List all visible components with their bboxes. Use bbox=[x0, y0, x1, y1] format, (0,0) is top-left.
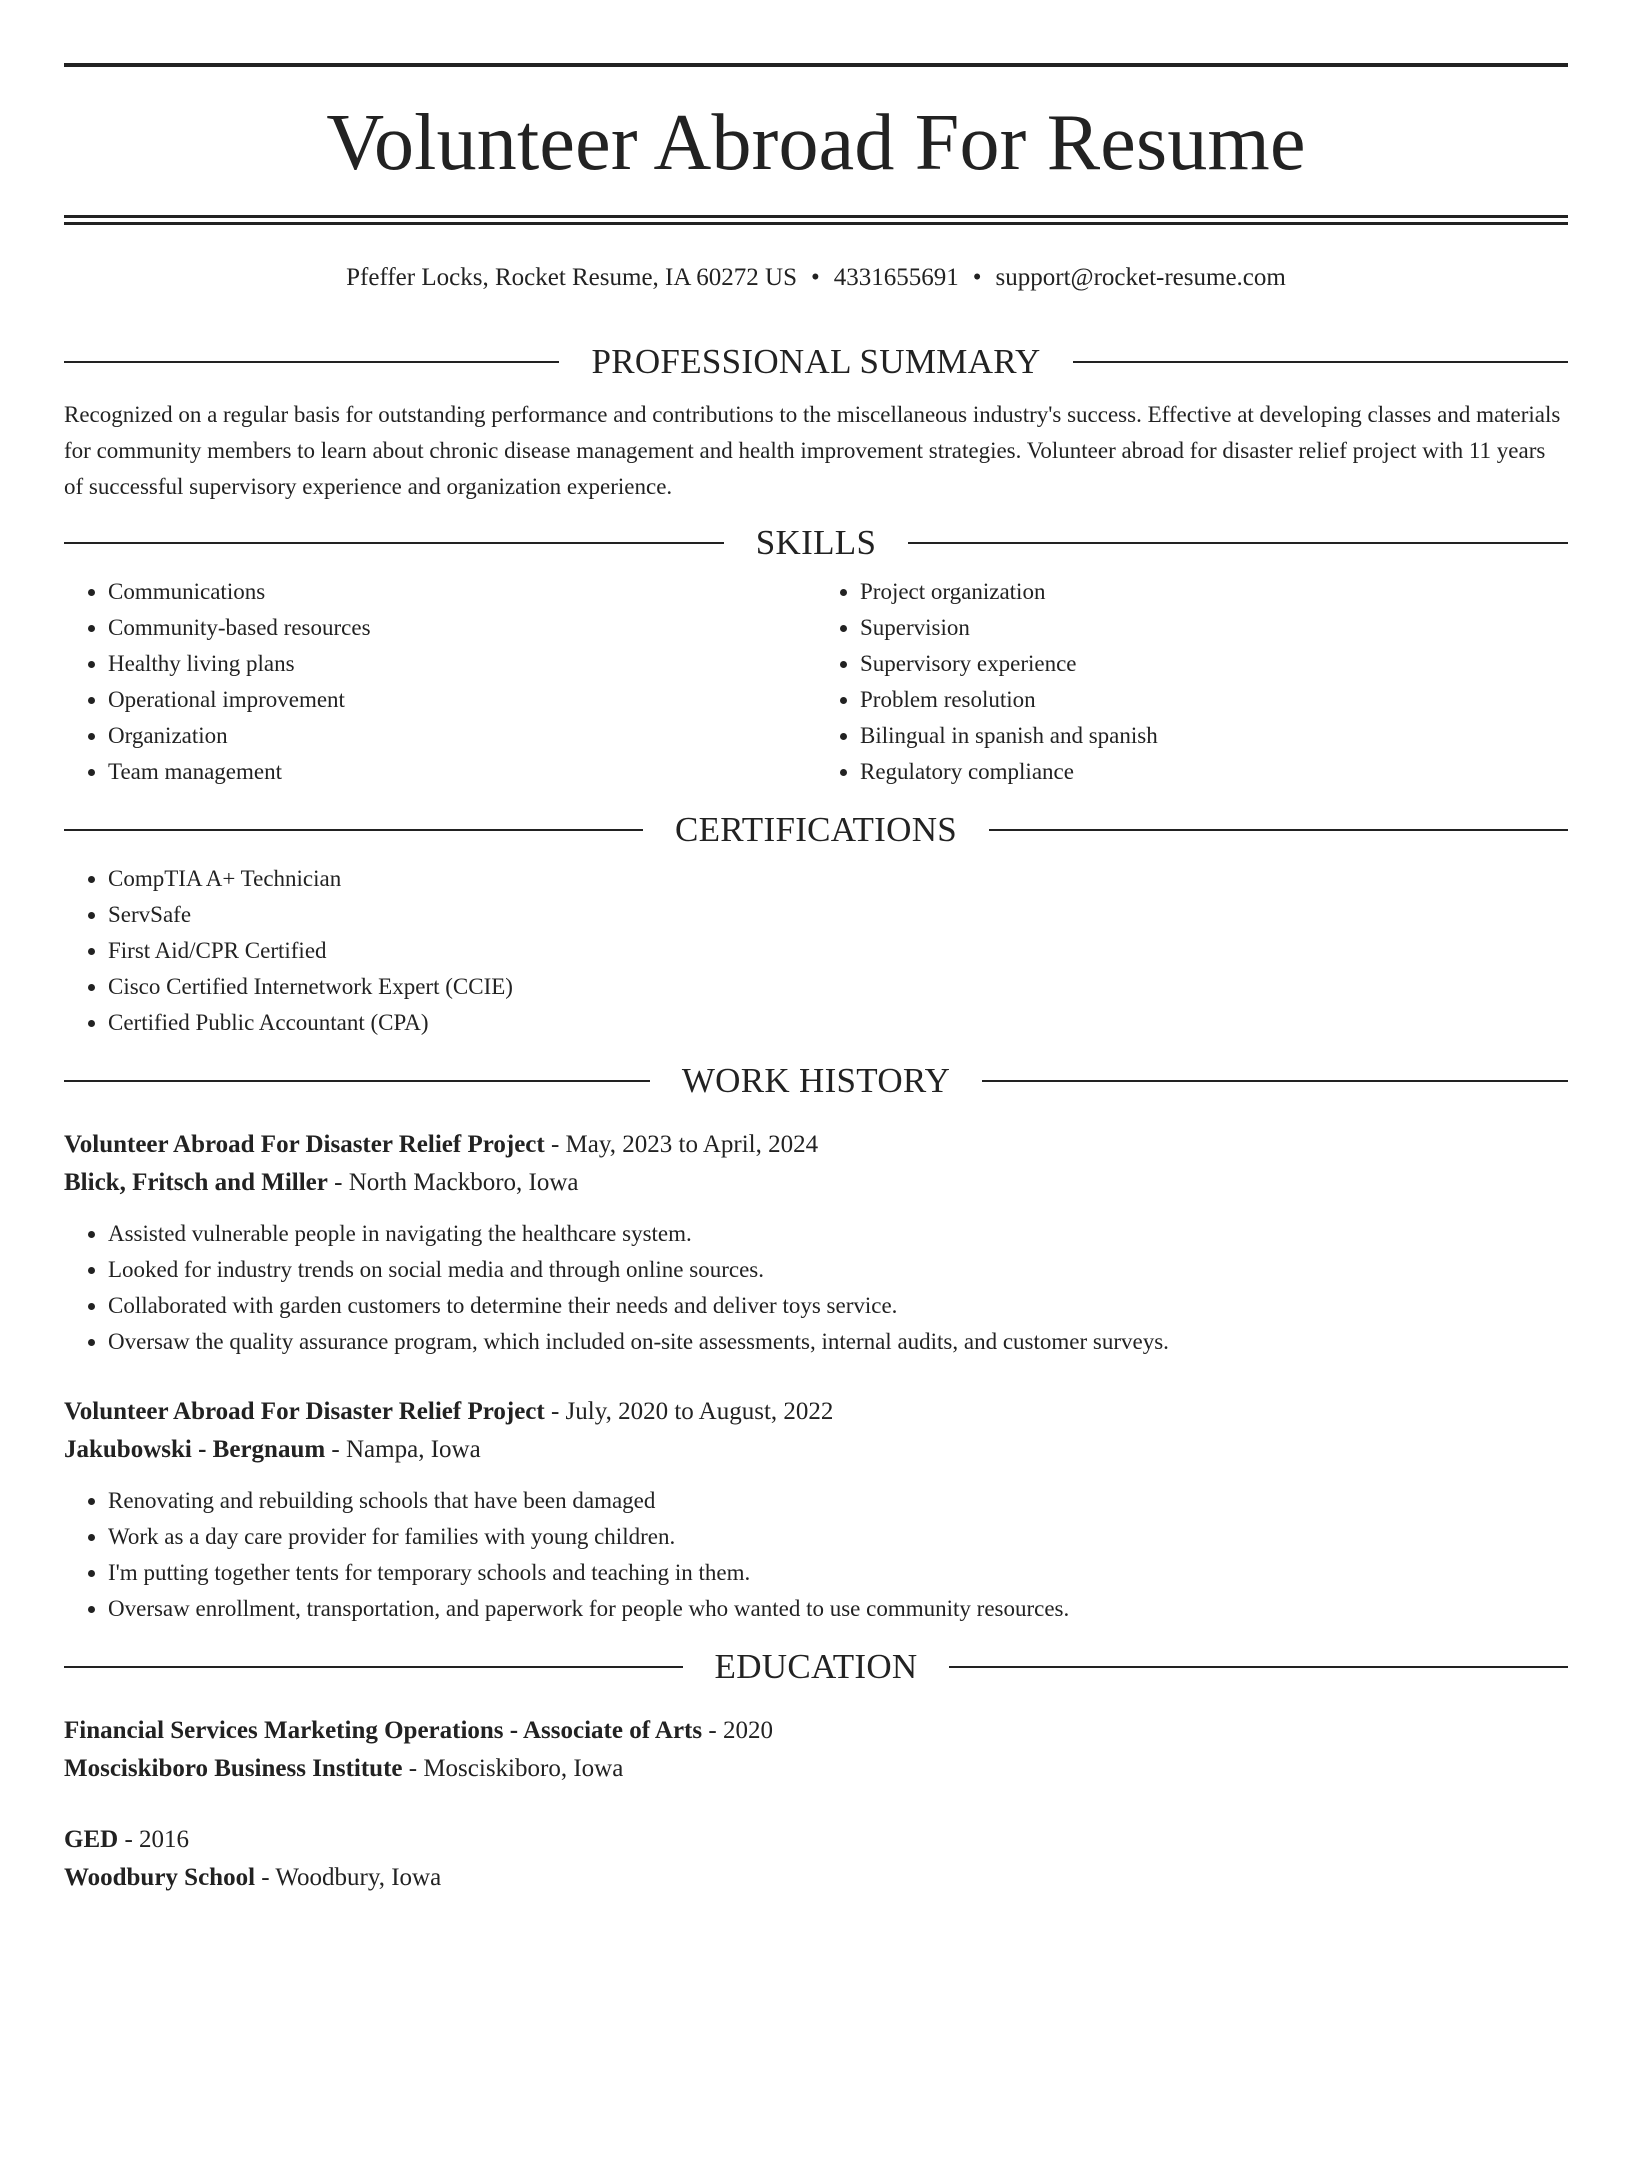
dash: - bbox=[325, 1436, 346, 1463]
job-entry bbox=[64, 1126, 1568, 1360]
education-section-header bbox=[64, 1649, 1568, 1684]
certification-item: • Certified Public Accountant (CPA) bbox=[108, 1005, 1568, 1041]
contact-phone: 4331655691 bbox=[833, 264, 959, 291]
dash: - bbox=[702, 1717, 723, 1744]
work-history-section-header bbox=[64, 1063, 1568, 1098]
summary-text: Recognized on a regular basis for outstanding performance and contributions to the miscellaneous industry's success. Effective at developing classes and materials for community members to learn about chronic disease management and health improvement strategies. Volunteer abroad for disaster relief project with 11 years of successful supervisory experience and organization experience. bbox=[64, 402, 1561, 499]
certifications-section-header bbox=[64, 812, 1568, 847]
certification-item: • First Aid/CPR Certified bbox=[108, 933, 1568, 969]
job-dates: May, 2023 to April, 2024 bbox=[565, 1131, 819, 1158]
section-rule bbox=[64, 1666, 683, 1668]
skill-item: • Project organization bbox=[860, 574, 1568, 610]
job-company: Jakubowski - Bergnaum bbox=[64, 1436, 326, 1463]
job-bullet: • Assisted vulnerable people in navigating the healthcare system. bbox=[108, 1216, 1568, 1252]
certification-item: • Cisco Certified Internetwork Expert (CCIE) bbox=[108, 969, 1568, 1005]
job-entry bbox=[64, 1393, 1568, 1627]
contact-line bbox=[64, 263, 1568, 293]
job-title-line bbox=[64, 1393, 1568, 1431]
resume-name: Volunteer Abroad For Resume bbox=[326, 99, 1306, 187]
contact-separator: • bbox=[972, 264, 982, 291]
education-entry bbox=[64, 1712, 1568, 1788]
skill-item: • Healthy living plans bbox=[108, 646, 816, 682]
skill-item: • Team management bbox=[108, 754, 816, 790]
contact-address: Pfeffer Locks, Rocket Resume, IA 60272 US bbox=[346, 264, 798, 291]
job-title-line bbox=[64, 1126, 1568, 1164]
job-title: Volunteer Abroad For Disaster Relief Project bbox=[64, 1131, 545, 1158]
skill-item: • Supervision bbox=[860, 610, 1568, 646]
education-heading: EDUCATION bbox=[714, 1647, 918, 1686]
job-company: Blick, Fritsch and Miller bbox=[64, 1169, 328, 1196]
job-bullet: • Collaborated with garden customers to determine their needs and deliver toys service. bbox=[108, 1288, 1568, 1324]
skill-item: • Community-based resources bbox=[108, 610, 816, 646]
work-history-heading: WORK HISTORY bbox=[681, 1061, 951, 1100]
resume-page bbox=[0, 63, 1632, 2175]
section-rule bbox=[982, 1080, 1568, 1082]
job-bullet: • I'm putting together tents for temporary schools and teaching in them. bbox=[108, 1555, 1568, 1591]
job-bullet: • Oversaw enrollment, transportation, and paperwork for people who wanted to use community resources. bbox=[108, 1591, 1568, 1627]
education-school: Woodbury School bbox=[64, 1864, 256, 1891]
skill-item: • Regulatory compliance bbox=[860, 754, 1568, 790]
section-rule bbox=[989, 829, 1568, 831]
double-rule bbox=[64, 215, 1568, 225]
education-year: 2020 bbox=[722, 1717, 773, 1744]
certification-item: • CompTIA A+ Technician bbox=[108, 861, 1568, 897]
dash: - bbox=[402, 1755, 424, 1782]
skills-section-header bbox=[64, 525, 1568, 560]
skill-item: • Problem resolution bbox=[860, 682, 1568, 718]
section-rule bbox=[949, 1666, 1568, 1668]
education-school-line bbox=[64, 1859, 1568, 1897]
summary-heading: PROFESSIONAL SUMMARY bbox=[591, 342, 1041, 381]
skill-item: • Communications bbox=[108, 574, 816, 610]
job-title: Volunteer Abroad For Disaster Relief Project bbox=[64, 1398, 545, 1425]
skills-grid bbox=[64, 574, 1568, 790]
education-school-line bbox=[64, 1750, 1568, 1788]
education-year: 2016 bbox=[139, 1826, 190, 1853]
job-company-line bbox=[64, 1164, 1568, 1202]
education-degree-line bbox=[64, 1821, 1568, 1859]
education-entry bbox=[64, 1821, 1568, 1897]
section-rule bbox=[64, 361, 559, 363]
contact-separator: • bbox=[811, 264, 820, 291]
skills-list-left bbox=[64, 574, 816, 790]
education-degree-line bbox=[64, 1712, 1568, 1750]
skill-item: • Supervisory experience bbox=[860, 646, 1568, 682]
section-rule bbox=[64, 1080, 650, 1082]
job-company-line bbox=[64, 1431, 1568, 1469]
education-school: Mosciskiboro Business Institute bbox=[64, 1755, 403, 1782]
education-location: Woodbury, Iowa bbox=[275, 1864, 442, 1891]
education-location: Mosciskiboro, Iowa bbox=[423, 1755, 624, 1782]
job-bullet: • Renovating and rebuilding schools that have been damaged bbox=[108, 1483, 1568, 1519]
section-rule bbox=[64, 542, 724, 544]
summary-section-header bbox=[64, 344, 1568, 379]
skill-item: • Bilingual in spanish and spanish bbox=[860, 718, 1568, 754]
contact-email: support@rocket-resume.com bbox=[995, 264, 1286, 291]
education-degree: Financial Services Marketing Operations - Associate of Arts bbox=[64, 1717, 703, 1744]
job-location: Nampa, Iowa bbox=[346, 1436, 481, 1463]
job-bullet: • Work as a day care provider for families with young children. bbox=[108, 1519, 1568, 1555]
skill-item: • Operational improvement bbox=[108, 682, 816, 718]
section-rule bbox=[1073, 361, 1568, 363]
job-bullets bbox=[64, 1216, 1568, 1360]
certifications-heading: CERTIFICATIONS bbox=[674, 810, 958, 849]
dash: - bbox=[118, 1826, 140, 1853]
dash: - bbox=[255, 1864, 276, 1891]
dash: - bbox=[544, 1398, 566, 1425]
certifications-list bbox=[64, 861, 1568, 1041]
section-rule bbox=[908, 542, 1568, 544]
job-dates: July, 2020 to August, 2022 bbox=[565, 1398, 834, 1425]
skills-list-right bbox=[816, 574, 1568, 790]
job-bullets bbox=[64, 1483, 1568, 1627]
section-rule bbox=[64, 829, 643, 831]
job-bullet: • Oversaw the quality assurance program, which included on-site assessments, internal audits, and customer surveys. bbox=[108, 1324, 1568, 1360]
job-location: North Mackboro, Iowa bbox=[348, 1169, 579, 1196]
job-bullet: • Looked for industry trends on social media and through online sources. bbox=[108, 1252, 1568, 1288]
dash: - bbox=[544, 1131, 566, 1158]
education-degree: GED bbox=[64, 1826, 119, 1853]
skills-heading: SKILLS bbox=[755, 523, 877, 562]
dash: - bbox=[327, 1169, 349, 1196]
certification-item: • ServSafe bbox=[108, 897, 1568, 933]
top-rule bbox=[64, 63, 1568, 67]
skill-item: • Organization bbox=[108, 718, 816, 754]
